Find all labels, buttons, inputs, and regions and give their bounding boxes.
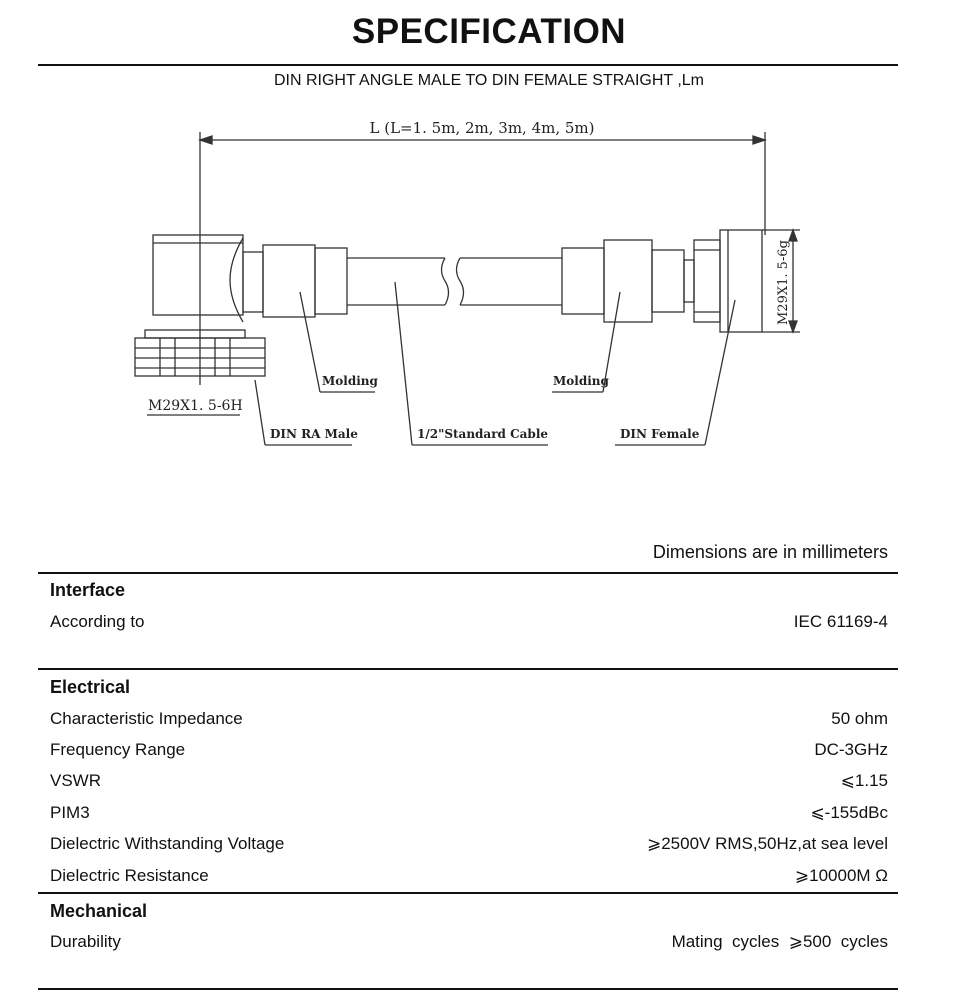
spec-value: DC-3GHz [814,740,888,759]
molding-left-label: Molding [322,374,378,388]
interface-heading: Interface [50,580,126,600]
molding-right-label: Molding [553,374,609,388]
spec-key: Dielectric Withstanding Voltage [50,834,285,853]
spec-value: Mating cycles ⩾500 cycles [671,932,888,951]
electrical-divider [38,668,898,670]
spec-value: ⩾2500V RMS,50Hz,at sea level [646,834,888,853]
page-title: SPECIFICATION [351,12,627,51]
electrical-heading: Electrical [50,677,131,697]
cable-label: 1/2"Standard Cable [417,427,549,441]
spec-key: Dielectric Resistance [50,866,209,885]
spec-value: ⩽1.15 [840,771,888,790]
din-ra-male-connector [135,235,347,376]
spec-key: According to [50,612,145,631]
mechanical-divider [38,892,898,894]
spec-value: ⩾10000M Ω [794,866,888,885]
units-note: Dimensions are in millimeters [652,542,888,562]
product-subtitle: DIN RIGHT ANGLE MALE TO DIN FEMALE STRAIGHT ,Lm [273,72,704,89]
spec-key: Frequency Range [50,740,186,759]
spec-value: IEC 61169-4 [793,612,888,631]
spec-value: 50 ohm [831,709,888,728]
title-divider [38,64,898,66]
mechanical-heading: Mechanical [50,901,148,921]
spec-key: Characteristic Impedance [50,709,243,728]
cable-assembly-drawing [0,100,978,460]
right-thread-label: M29X1. 5-6g [776,240,791,325]
spec-value: ⩽-155dBc [810,803,888,822]
spec-key: VSWR [50,771,101,790]
bottom-divider [38,988,898,990]
interface-divider [38,572,898,574]
standard-cable [347,258,562,305]
din-ra-male-label: DIN RA Male [270,427,358,441]
left-thread-label: M29X1. 5-6H [148,398,243,414]
din-female-label: DIN Female [620,427,700,441]
spec-key: Durability [50,932,121,951]
spec-key: PIM3 [50,803,90,822]
length-label: L (L=1. 5m, 2m, 3m, 4m, 5m) [369,119,595,137]
